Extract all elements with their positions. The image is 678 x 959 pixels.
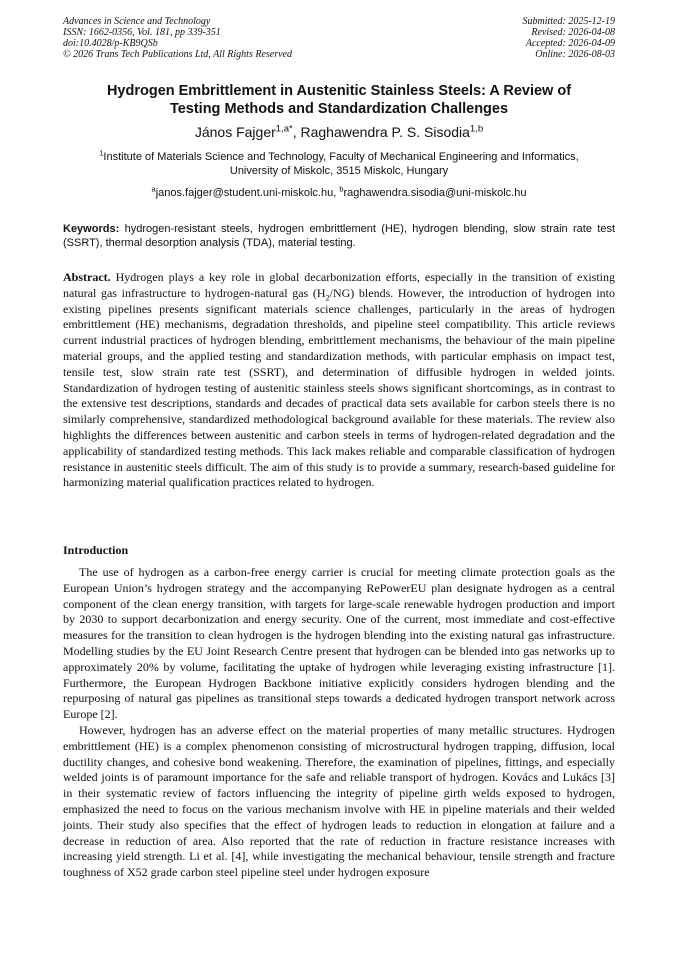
date-revised: Revised: 2026-04-08: [531, 27, 615, 38]
keywords-label: Keywords:: [63, 223, 120, 235]
journal-doi: doi:10.4028/p-KB9QSb: [63, 38, 158, 49]
affiliation: [63, 150, 615, 178]
introduction-paragraph-1: The use of hydrogen as a carbon-free energy carrier is crucial for meeting climate protection goals as the European Union’s hydrogen strategy and the accompanying RePowerEU plan designate hydrogen as a central component of the clean energy transition, with targets for large-scale renewable hydrogen production and import by 2030 to support decarbonization and energy security. One of the current, most immediate and cost-effective measures for the transition to clean hydrogen is the hydrogen blending into the existing natural gas infrastructure. Modelling studies by the EU Joint Research Centre present that hydrogen can be blended into gas networks up to approximately 20% by volume, facilitating the uptake of hydrogen while leveraging existing infrastructure [1]. Furthermore, the European Hydrogen Backbone initiative explicitly considers hydrogen blending and the repurposing of natural gas pipelines as transitional steps towards a dedicated hydrogen transport network across Europe [2].: [63, 565, 615, 722]
date-online: Online: 2026-08-03: [535, 49, 615, 60]
author-separator: ,: [292, 124, 301, 140]
affiliation-line-1: Institute of Materials Science and Technology, Faculty of Mechanical Engineering and Informatics,: [103, 151, 579, 163]
abstract-text-1: Hydrogen plays a key role in global decarbonization efforts, especially in the transition of existing natural gas infrastructure to hydrogen-natural gas (H: [63, 270, 616, 300]
email-a-sup: a: [151, 184, 156, 194]
author-2-affil: 1,b: [469, 123, 484, 135]
date-accepted: Accepted: 2026-04-09: [525, 38, 615, 49]
journal-header-left: [63, 16, 292, 60]
author-list: [63, 124, 615, 141]
author-2: Raghawendra P. S. Sisodia: [300, 124, 470, 140]
author-emails: [63, 186, 615, 200]
title-line-2: Testing Methods and Standardization Challenges: [169, 101, 509, 117]
title-line-1: Hydrogen Embrittlement in Austenitic Stainless Steels: A Review of: [106, 83, 572, 99]
affiliation-sup: 1: [99, 148, 104, 158]
introduction-body: [63, 565, 615, 881]
author-1: János Fajger: [194, 124, 276, 140]
journal-issn: ISSN: 1662-0356, Vol. 181, pp 339-351: [63, 27, 221, 38]
introduction-heading: Introduction: [63, 543, 129, 557]
abstract-text-2: /NG) blends. However, the introduction of hydrogen into existing pipelines presents significant materials science challenges, particularly in the areas of hydrogen embrittlement (HE) mechanisms, degradation thresholds, and pipeline steel compatibility. This article reviews current industrial practices of hydrogen blending, embrittlement mechanisms, the behaviour of the main pipeline material groups, and the applied testing and standardization methods, with particular emphasis on impact test, tensile test, slow strain rate test (SSRT), and determination of diffusible hydrogen in welded joints. Standardization of hydrogen testing of austenitic stainless steels shows significant shortcomings, as in contrast to the extensive test descriptions, standards and decades of practical data sets available for carbon steels there is no similarly comprehensive, standardized methodological background available for these materials. The review also highlights the differences between austenitic and carbon steels in terms of hydrogen-related degradation and the applicability of standardized testing methods. This lack makes reliable and comparable classification of hydrogen resistance in austenitic steels difficult. The aim of this study is to provide a summary, research-based guideline for harmonizing material qualification practices related to hydrogen.: [63, 285, 616, 490]
journal-name: Advances in Science and Technology: [63, 16, 211, 27]
email-b-sup: b: [339, 184, 344, 194]
abstract-label: Abstract.: [63, 270, 111, 284]
date-submitted: Submitted: 2025-12-19: [522, 16, 615, 27]
affiliation-line-2: University of Miskolc, 3515 Miskolc, Hungary: [229, 165, 449, 177]
email-a[interactable]: janos.fajger@student.uni-miskolc.hu: [155, 187, 334, 199]
keywords: [63, 222, 615, 250]
paper-title: [63, 82, 615, 118]
email-separator: ,: [333, 187, 340, 199]
introduction-paragraph-2: However, hydrogen has an adverse effect on the material properties of many metallic structures. Hydrogen embrittlement (HE) is a complex phenomenon consisting of microstructural hydrogen trapping, diffusion, local ductility changes, and cohesive bond weakening. Therefore, the examination of pipelines, fittings, and especially welded joints is of paramount importance for the safe and reliable transport of hydrogen. Kovács and Lukács [3] in their systematic review of factors influencing the integrity of pipeline girth welds exposed to hydrogen, emphasized the need to focus on the various mechanism involve with HE in pipeline materials and their welded joints. Their study also specifies that the effect of hydrogen leads to reduction in elongation at failure and a decrease in reduction of area. Also reported that the rate of reduction in fracture resistance increases with increasing yield strength. Li et al. [4], while investigating the mechanical behaviour, tensile strength and fracture toughness of X52 grade carbon steel pipeline steel under hydrogen exposure: [63, 722, 615, 880]
keywords-text: hydrogen-resistant steels, hydrogen embrittlement (HE), hydrogen blending, slow strain rate test (SSRT), thermal desorption analysis (TDA), material testing.: [63, 223, 615, 249]
author-1-affil: 1,a*: [275, 123, 293, 135]
journal-header-right: [523, 16, 616, 60]
abstract: [63, 270, 615, 491]
email-b[interactable]: raghawendra.sisodia@uni-miskolc.hu: [343, 187, 527, 199]
journal-copyright: © 2026 Trans Tech Publications Ltd, All Rights Reserved: [63, 49, 292, 60]
abstract-subscript: 2: [325, 293, 330, 303]
